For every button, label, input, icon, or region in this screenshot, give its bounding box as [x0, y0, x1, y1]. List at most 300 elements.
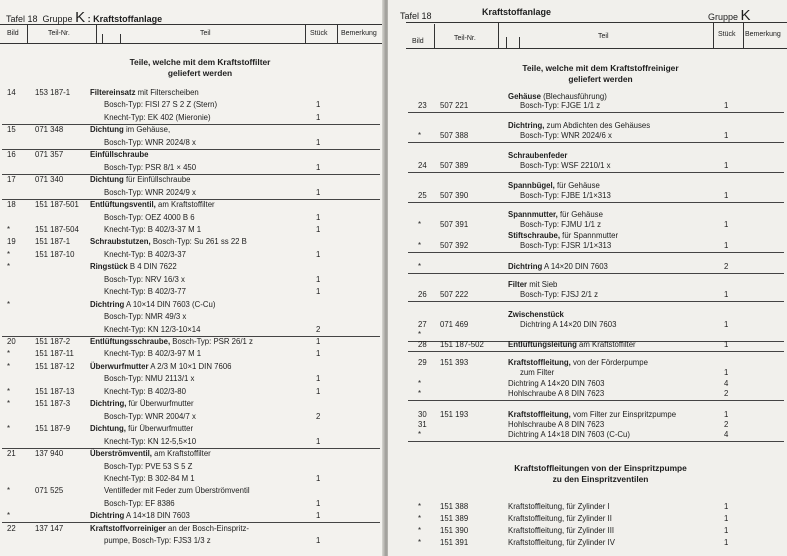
- bild-number: 19: [7, 237, 16, 247]
- table-row: [0, 412, 384, 422]
- part-name: Ringstück: [90, 262, 128, 272]
- row-separator: [408, 441, 784, 442]
- table-row: [388, 310, 787, 320]
- table-row: [0, 337, 384, 347]
- table-row: [0, 349, 384, 359]
- part-number: 151 187-11: [35, 349, 74, 359]
- part-description: Bosch-Typ: FJGE 1/1 z: [520, 101, 601, 110]
- quantity: 1: [316, 511, 321, 521]
- part-description: [508, 151, 567, 161]
- table-row: [0, 424, 384, 434]
- right-col-divider: [743, 22, 744, 48]
- right-section-heading: [493, 63, 708, 85]
- part-description: Dichtring A 14×18 DIN 7603: [90, 511, 190, 521]
- bild-number: 15: [7, 125, 16, 135]
- left-page: [0, 0, 384, 556]
- part-name: Dichtung,: [90, 424, 126, 434]
- table-row: [0, 88, 384, 98]
- quantity: 1: [724, 161, 729, 170]
- part-number: 151 187-13: [35, 386, 75, 396]
- part-description: Hohlschraube A 8 DIN 7623: [508, 389, 605, 398]
- bild-number: *: [418, 241, 422, 250]
- part-number: 137 147: [35, 523, 64, 533]
- table-row: [0, 387, 384, 397]
- part-number: 151 390: [440, 526, 469, 535]
- quantity: 1: [316, 498, 321, 508]
- bild-number: *: [7, 349, 11, 359]
- part-description: Knecht-Typ: KN 12/3-10×14: [104, 324, 201, 334]
- part-number: 151 187-3: [35, 399, 71, 409]
- table-row: [0, 188, 384, 198]
- part-description: Bosch-Typ: FJSJ 2/1 z: [520, 290, 598, 299]
- right-section-line: zu den Einspritzventilen: [552, 474, 649, 484]
- part-number: 071 469: [440, 320, 469, 329]
- table-row: [0, 200, 384, 210]
- part-name: Kraftstoffleitung,: [508, 410, 571, 419]
- table-row: [0, 325, 384, 335]
- table-row: [388, 290, 787, 300]
- right-title: Kraftstoffanlage: [482, 7, 552, 17]
- bild-number: *: [418, 220, 422, 229]
- part-name: Entlüftungsschraube,: [90, 337, 171, 346]
- part-description: Bosch-Typ: WNR 2024/8 x: [104, 137, 196, 147]
- part-name: Zwischenstück: [508, 310, 564, 319]
- quantity: 1: [724, 410, 729, 419]
- right-section-line: Teile, welche mit dem Kraftstoffreiniger: [522, 63, 679, 73]
- left-gruppe-letter: K: [75, 9, 86, 26]
- part-description: Überwurfmutter A 2/3 M 10×1 DIN 7606: [90, 361, 232, 371]
- part-number: 151 187-501: [35, 200, 79, 210]
- part-description: Knecht-Typ: B 402/3-80: [104, 386, 186, 396]
- bild-number: *: [418, 514, 422, 523]
- part-number: 151 389: [440, 514, 469, 523]
- part-number: 071 340: [35, 175, 64, 185]
- quantity: 1: [316, 100, 321, 110]
- part-description: Spannbügel, für Gehäuse: [508, 181, 600, 190]
- quantity: 4: [724, 430, 729, 439]
- table-row: [388, 420, 787, 430]
- row-separator: [408, 273, 784, 274]
- part-description: Filter mit Sieb: [508, 280, 558, 289]
- part-number: 071 348: [35, 125, 64, 135]
- part-description: Knecht-Typ: B 302-84 M 1: [104, 473, 195, 483]
- part-description: Bosch-Typ: NMU 2113/1 x: [104, 374, 195, 384]
- part-description: Kraftstoffvorreiniger an der Bosch-Einspritz-: [90, 523, 250, 533]
- table-row: [388, 379, 787, 389]
- quantity: 1: [316, 137, 321, 147]
- bild-number: 28: [418, 340, 427, 349]
- part-description: Hohlschraube A 8 DIN 7623: [508, 420, 605, 429]
- part-number: 507 389: [440, 161, 469, 170]
- bild-number: *: [418, 330, 422, 339]
- part-number: 507 390: [440, 191, 469, 200]
- bild-number: *: [7, 262, 11, 272]
- quantity: 1: [316, 337, 321, 346]
- bild-number: *: [7, 299, 11, 309]
- left-tafel: Tafel 18: [6, 14, 38, 24]
- table-row: [388, 101, 787, 111]
- table-row: [0, 125, 384, 135]
- left-col-divider: [96, 24, 97, 43]
- left-col-bild: Bild: [7, 30, 19, 37]
- bild-number: *: [7, 224, 11, 234]
- table-row: [388, 340, 787, 350]
- bild-number: 29: [418, 358, 427, 367]
- part-description: Bosch-Typ: FJSR 1/1×313: [520, 241, 612, 250]
- quantity: 2: [724, 262, 729, 271]
- right-col-divider: [713, 22, 714, 48]
- quantity: 1: [724, 220, 729, 229]
- row-separator: [408, 172, 784, 173]
- row-separator: [408, 252, 784, 253]
- right-page: [388, 0, 787, 556]
- table-row: [0, 449, 384, 459]
- part-name: Überwurfmutter: [90, 361, 149, 371]
- part-description: Bosch-Typ: WNR 2024/9 x: [104, 187, 196, 197]
- table-row: [388, 181, 787, 191]
- right-section-line: Kraftstoffleitungen von der Einspritzpumpe: [514, 463, 687, 473]
- left-title: : Kraftstoffanlage: [87, 14, 163, 24]
- table-row: [0, 225, 384, 235]
- quantity: 1: [724, 526, 729, 535]
- quantity: 1: [316, 536, 321, 546]
- table-row: [0, 374, 384, 384]
- part-description: Kraftstoffleitung, für Zylinder II: [508, 514, 612, 523]
- right-section-heading-2: [493, 463, 708, 485]
- quantity: 1: [724, 241, 729, 250]
- quantity: 1: [316, 212, 321, 222]
- table-row: [388, 526, 787, 536]
- table-row: [388, 241, 787, 251]
- left-col-teil: Teil: [200, 30, 211, 37]
- part-name: Schraubenfeder: [508, 151, 568, 160]
- part-description: Bosch-Typ: EF 8386: [104, 498, 175, 508]
- right-col-teil-nr: Teil-Nr.: [454, 35, 476, 42]
- bild-number: 31: [418, 420, 427, 429]
- quantity: 1: [724, 340, 729, 349]
- part-name: Überströmventil,: [90, 449, 152, 459]
- part-number: 151 187-1: [35, 237, 71, 247]
- part-number: 151 187-2: [35, 337, 71, 346]
- bild-number: *: [418, 526, 422, 535]
- part-description: Bosch-Typ: FJBE 1/1×313: [520, 191, 611, 200]
- quantity: 4: [724, 379, 729, 388]
- quantity: 2: [724, 420, 729, 429]
- part-description: Kraftstoffleitung, von der Förderpumpe: [508, 358, 648, 367]
- part-name: Spannbügel,: [508, 181, 555, 190]
- part-name: Filter: [508, 280, 528, 289]
- bild-number: *: [7, 511, 11, 521]
- right-section-line: geliefert werden: [568, 74, 633, 84]
- table-row: [0, 312, 384, 322]
- row-separator: [408, 142, 784, 143]
- right-col-tick: [519, 37, 520, 48]
- quantity: 1: [724, 320, 729, 329]
- table-row: [388, 368, 787, 378]
- part-description: Bosch-Typ: FJMU 1/1 z: [520, 220, 602, 229]
- table-row: [0, 163, 384, 173]
- left-gruppe: Gruppe: [42, 14, 73, 24]
- left-section-heading: [100, 57, 300, 79]
- quantity: 1: [724, 191, 729, 200]
- table-row: [388, 502, 787, 512]
- part-name: Einfüllschraube: [90, 150, 149, 160]
- left-section-line: Teile, welche mit dem Kraftstoffilter: [129, 57, 271, 67]
- right-col-bild: Bild: [412, 38, 424, 45]
- bild-number: *: [7, 486, 11, 496]
- part-description: Schraubstutzen, Bosch-Typ: Su 261 ss 22 B: [90, 237, 247, 247]
- part-name: Dichtring: [90, 299, 125, 309]
- part-name: Schraubstutzen,: [90, 237, 151, 247]
- table-row: [388, 389, 787, 399]
- part-name: Stiftschraube,: [508, 231, 560, 240]
- quantity: 1: [724, 502, 729, 511]
- part-description: Knecht-Typ: EK 402 (Mieronie): [104, 112, 211, 122]
- part-number: 507 391: [440, 220, 469, 229]
- quantity: 1: [316, 112, 321, 122]
- quantity: 1: [724, 290, 729, 299]
- bild-number: 26: [418, 290, 427, 299]
- right-header-top-line: [406, 22, 787, 23]
- part-number: 507 392: [440, 241, 469, 250]
- left-col-tick: [102, 34, 103, 43]
- part-number: 151 391: [440, 538, 469, 547]
- table-row: [0, 362, 384, 372]
- part-description: Dichtung im Gehäuse,: [90, 125, 171, 135]
- quantity: 1: [316, 162, 321, 172]
- bild-number: 21: [7, 449, 16, 459]
- part-name: Spannmutter,: [508, 210, 558, 219]
- left-col-divider: [27, 24, 28, 43]
- bild-number: 27: [418, 320, 427, 329]
- right-tafel: Tafel 18: [400, 11, 432, 21]
- right-header-bottom-line: [406, 48, 787, 49]
- left-col-divider: [305, 24, 306, 43]
- part-number: 071 525: [35, 486, 64, 496]
- table-row: [388, 410, 787, 420]
- part-description: Kraftstoffleitung, vom Filter zur Einspritzpumpe: [508, 410, 677, 419]
- part-number: 151 187-504: [35, 224, 79, 234]
- part-name: Gehäuse: [508, 92, 541, 101]
- part-description: Entlüftungsleitung am Kraftstoffilter: [508, 340, 636, 349]
- part-description: Knecht-Typ: B 402/3-77: [104, 287, 186, 297]
- table-row: [0, 486, 384, 496]
- part-description: Kraftstoffleitung, für Zylinder I: [508, 502, 610, 511]
- quantity: 1: [316, 249, 321, 259]
- quantity: 1: [724, 131, 729, 140]
- part-number: 151 187-12: [35, 361, 75, 371]
- table-row: [388, 220, 787, 230]
- left-col-teil-nr: Teil-Nr.: [48, 30, 70, 37]
- table-row: [388, 191, 787, 201]
- part-description: Kraftstoffleitung, für Zylinder III: [508, 526, 615, 535]
- part-number: 153 187-1: [35, 88, 71, 97]
- bild-number: 24: [418, 161, 427, 170]
- quantity: 1: [724, 368, 729, 377]
- part-name: Dichtring,: [508, 121, 545, 130]
- part-description: Knecht-Typ: B 402/3-37 M 1: [104, 224, 202, 234]
- part-description: Entlüftungsschraube, Bosch-Typ: PSR 26/1 z: [90, 337, 253, 346]
- table-row: [0, 175, 384, 185]
- part-description: Dichtring A 14×18 DIN 7603 (C-Cu): [508, 430, 630, 439]
- quantity: 1: [724, 538, 729, 547]
- bild-number: *: [418, 379, 422, 388]
- left-header-bottom-line: [0, 43, 384, 44]
- part-number: 507 388: [440, 131, 469, 140]
- part-name: Dichtring: [90, 511, 125, 521]
- part-name: Filtereinsatz: [90, 88, 136, 97]
- part-name: Entlüftungsventil,: [90, 200, 156, 210]
- bild-number: *: [418, 389, 422, 398]
- bild-number: *: [7, 424, 11, 434]
- part-description: Knecht-Typ: KN 12-5,5×10: [104, 436, 197, 446]
- right-col-tick: [506, 37, 507, 48]
- quantity: 1: [316, 436, 321, 446]
- table-row: [388, 210, 787, 220]
- quantity: 1: [316, 224, 321, 234]
- row-separator: [408, 112, 784, 113]
- table-row: [0, 275, 384, 285]
- part-number: 151 187-9: [35, 424, 71, 434]
- part-description: Dichtring A 14×20 DIN 7603: [520, 320, 617, 329]
- right-gruppe-letter: K: [740, 7, 751, 24]
- part-description: Dichtring A 14×20 DIN 7603: [508, 262, 608, 271]
- table-row: [388, 538, 787, 548]
- part-description: Entlüftungsventil, am Kraftstoffilter: [90, 200, 215, 210]
- quantity: 1: [316, 349, 321, 359]
- table-row: [388, 121, 787, 131]
- table-row: [388, 262, 787, 272]
- table-row: [0, 536, 384, 546]
- part-description: [508, 310, 564, 320]
- part-description: Dichtring A 10×14 DIN 7603 (C-Cu): [90, 299, 216, 309]
- part-description: Spannmutter, für Gehäuse: [508, 210, 603, 219]
- bild-number: *: [418, 430, 422, 439]
- part-description: Stiftschraube, für Spannmutter: [508, 231, 619, 240]
- part-name: Dichtung: [90, 125, 124, 135]
- left-col-stueck: Stück: [310, 30, 328, 37]
- table-row: [0, 150, 384, 160]
- bild-number: 16: [7, 150, 16, 160]
- bild-number: 18: [7, 200, 16, 210]
- quantity: 1: [316, 386, 321, 396]
- part-description: Knecht-Typ: B 402/3-97 M 1: [104, 349, 202, 359]
- bild-number: *: [418, 131, 422, 140]
- table-row: [0, 287, 384, 297]
- table-row: [388, 161, 787, 171]
- table-row: [0, 113, 384, 123]
- part-description: Ventilfeder mit Feder zum Überströmventil: [104, 486, 250, 496]
- part-number: 151 193: [440, 410, 469, 419]
- table-row: [388, 514, 787, 524]
- bild-number: *: [7, 361, 11, 371]
- bild-number: *: [418, 502, 422, 511]
- table-row: [0, 138, 384, 148]
- part-name: Dichtung: [90, 175, 124, 185]
- table-row: [0, 237, 384, 247]
- right-col-teil: Teil: [598, 33, 609, 40]
- left-header-top-line: [0, 24, 384, 25]
- part-number: 151 388: [440, 502, 469, 511]
- part-number: 151 187-502: [440, 340, 484, 349]
- part-description: Dichtung für Einfüllschraube: [90, 175, 191, 185]
- quantity: 1: [724, 514, 729, 523]
- left-section-line: geliefert werden: [167, 68, 233, 78]
- row-separator: [408, 301, 784, 302]
- table-row: [0, 300, 384, 310]
- bild-number: 14: [7, 88, 16, 97]
- quantity: 1: [316, 274, 321, 284]
- table-row: [0, 462, 384, 472]
- part-description: Dichtring A 14×20 DIN 7603: [508, 379, 605, 388]
- table-row: [388, 131, 787, 141]
- table-row: [388, 151, 787, 161]
- bild-number: 23: [418, 101, 427, 110]
- part-description: Knecht-Typ: B 402/3-37: [104, 249, 186, 259]
- quantity: 2: [724, 389, 729, 398]
- quantity: 2: [316, 324, 321, 334]
- left-col-tick: [120, 34, 121, 43]
- part-description: Bosch-Typ: PVE 53 S 5 Z: [104, 461, 193, 471]
- quantity: 1: [724, 101, 729, 110]
- part-number: 071 357: [35, 150, 64, 160]
- bild-number: *: [7, 386, 11, 396]
- row-separator: [408, 400, 784, 401]
- part-description: pumpe, Bosch-Typ: FJS3 1/3 z: [104, 536, 211, 546]
- quantity: 1: [316, 473, 321, 483]
- part-description: Überströmventil, am Kraftstoffilter: [90, 449, 211, 459]
- part-name: Kraftstoffleitung,: [508, 358, 571, 367]
- left-col-divider: [337, 24, 338, 43]
- quantity: 1: [316, 187, 321, 197]
- quantity: 1: [316, 287, 321, 297]
- bild-number: *: [418, 262, 422, 271]
- table-row: [0, 399, 384, 409]
- part-description: Bosch-Typ: OEZ 4000 B 6: [104, 212, 195, 222]
- part-name: Dichtring: [508, 262, 543, 271]
- quantity: 1: [316, 374, 321, 384]
- right-col-divider: [434, 24, 435, 49]
- part-description: Gehäuse (Blechausführung): [508, 92, 607, 101]
- quantity: 2: [316, 411, 321, 421]
- right-col-divider: [498, 22, 499, 48]
- part-description: zum Filter: [520, 368, 555, 377]
- bild-number: 20: [7, 337, 16, 346]
- bild-number: 17: [7, 175, 16, 185]
- right-gruppe: Gruppe: [708, 12, 739, 22]
- table-row: [388, 320, 787, 330]
- table-row: [388, 231, 787, 241]
- part-name: Entlüftungsleitung: [508, 340, 577, 349]
- part-name: Dichtring,: [90, 399, 127, 409]
- part-description: Bosch-Typ: WSF 2210/1 x: [520, 161, 611, 170]
- part-description: Kraftstoffleitung, für Zylinder IV: [508, 538, 615, 547]
- part-description: Bosch-Typ: FISI 27 S 2 Z (Stern): [104, 100, 218, 110]
- bild-number: *: [7, 249, 11, 259]
- part-description: Dichtring, für Überwurfmutter: [90, 399, 194, 409]
- table-row: [0, 474, 384, 484]
- table-row: [0, 250, 384, 260]
- right-col-stueck: Stück: [718, 31, 736, 38]
- right-col-bemerkung: Bemerkung: [745, 31, 781, 38]
- table-row: [0, 524, 384, 534]
- part-description: Filtereinsatz mit Filterscheiben: [90, 88, 199, 97]
- table-row: [0, 100, 384, 110]
- part-description: Bosch-Typ: NRV 16/3 x: [104, 274, 185, 284]
- bild-number: 22: [7, 523, 16, 533]
- part-number: 151 187-10: [35, 249, 75, 259]
- part-description: Dichtung, für Überwurfmutter: [90, 424, 194, 434]
